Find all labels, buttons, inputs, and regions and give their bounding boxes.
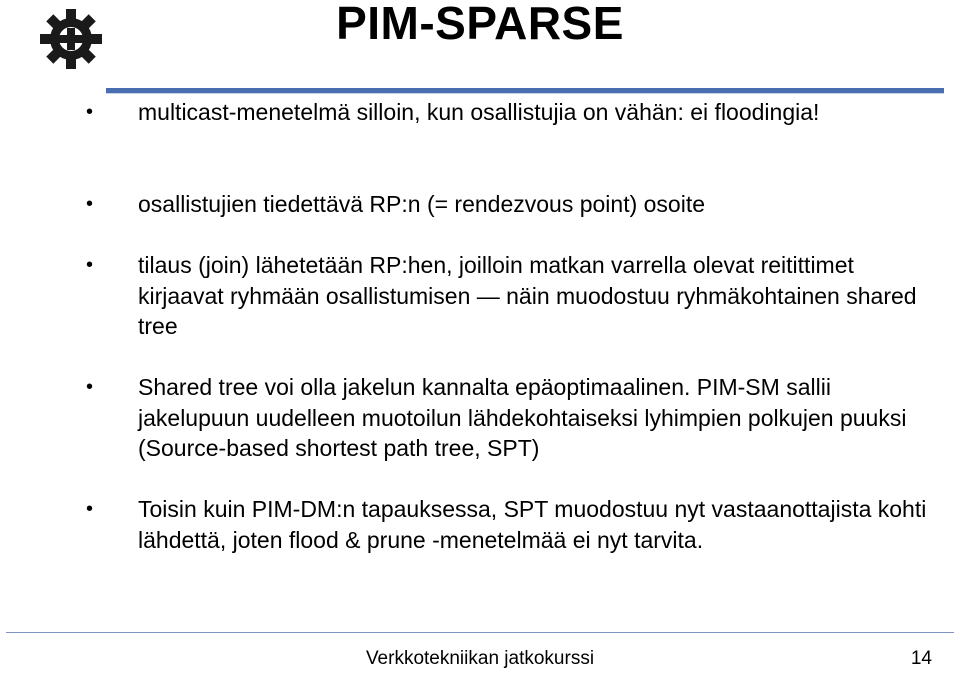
footer-divider	[6, 632, 954, 633]
footer-course-name: Verkkotekniikan jatkokurssi	[365, 648, 595, 669]
bullet-item	[86, 250, 928, 342]
bullet-text: multicast-menetelmä silloin, kun osallistujia on vähän: ei floodingia!	[138, 99, 820, 125]
bullet-glyph: •	[86, 101, 94, 123]
bullet-glyph: •	[86, 498, 94, 520]
bullet-glyph: •	[86, 193, 94, 215]
bullet-text: Toisin kuin PIM-DM:n tapauksessa, SPT muodostuu nyt vastaanottajista kohti lähdettä, joten flood & prune -menetelmää ei nyt tarvita.	[138, 496, 927, 553]
slide-title: PIM-SPARSE	[336, 0, 624, 49]
page-number: 14	[910, 648, 932, 669]
bullet-glyph: •	[86, 376, 94, 398]
bullet-item	[86, 494, 928, 555]
bullet-text: Shared tree voi olla jakelun kannalta epäoptimaalinen. PIM-SM sallii jakelupuun uudelleen muotoilun lähdekohtaiseksi lyhimpien polkujen puuksi (Source-based shortest path tree, SPT)	[138, 374, 907, 461]
bullet-item	[86, 97, 928, 128]
bullet-item	[86, 189, 928, 220]
bullet-item	[86, 372, 928, 464]
bullet-glyph: •	[86, 254, 94, 276]
bullet-text: osallistujien tiedettävä RP:n (= rendezvous point) osoite	[138, 191, 706, 217]
bullet-text: tilaus (join) lähetetään RP:hen, joilloin matkan varrella olevat reitittimet kirjaavat ryhmään osallistumisen — näin muodostuu ryhmäkohtainen shared tree	[138, 252, 917, 339]
